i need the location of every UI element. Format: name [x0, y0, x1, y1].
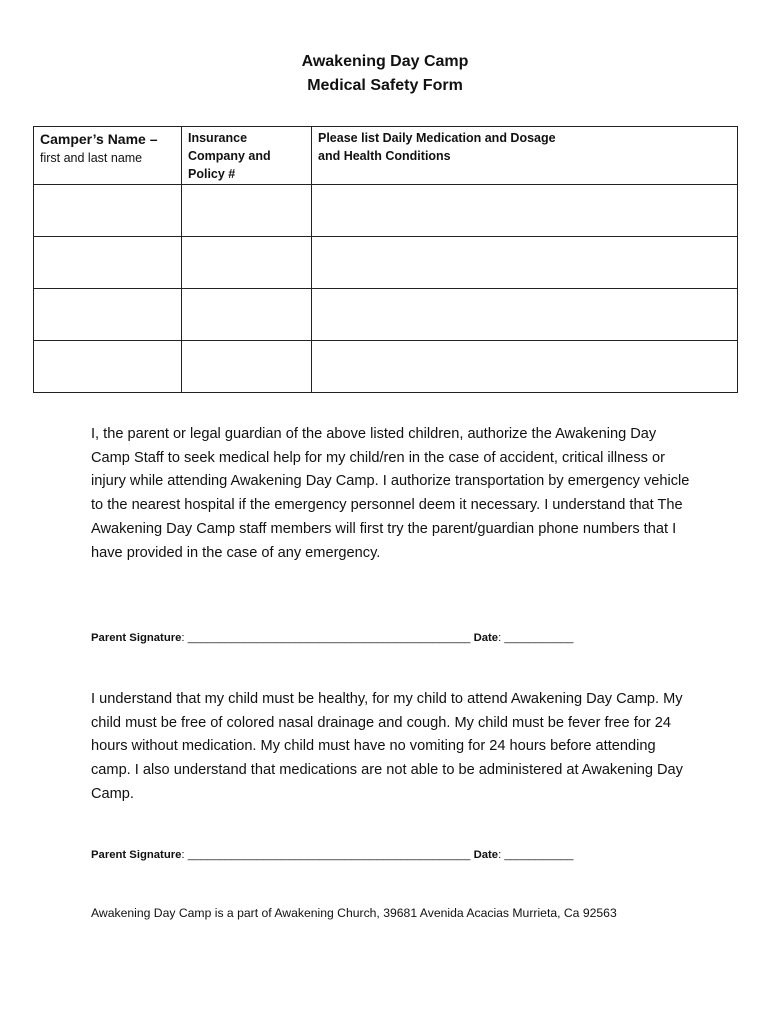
header-insurance-line: Policy # — [188, 167, 236, 181]
camper-name-cell[interactable] — [34, 341, 182, 393]
header-insurance — [182, 127, 312, 185]
header-camper-name-label: Camper’s Name – — [40, 131, 158, 147]
table-row — [34, 341, 738, 393]
form-title — [0, 50, 770, 98]
date-sep: : — [498, 849, 505, 861]
signature-label: Parent Signature — [91, 632, 182, 644]
date-label: Date — [473, 632, 499, 644]
date-field[interactable]: ___________ — [504, 849, 574, 861]
date-field[interactable]: ___________ — [504, 632, 574, 644]
table-header-row — [34, 127, 738, 185]
parent-signature-line-1 — [91, 632, 573, 644]
parent-signature-line-2 — [91, 849, 573, 861]
signature-label: Parent Signature — [91, 849, 182, 861]
table-row — [34, 237, 738, 289]
date-label: Date — [473, 849, 499, 861]
date-sep: : — [498, 632, 505, 644]
header-medication — [312, 127, 738, 185]
camper-name-cell[interactable] — [34, 289, 182, 341]
insurance-cell[interactable] — [182, 289, 312, 341]
footer-text: Awakening Day Camp is a part of Awakening Church, 39681 Avenida Acacias Murrieta, Ca 92563 — [91, 906, 617, 920]
camper-name-cell[interactable] — [34, 237, 182, 289]
insurance-cell[interactable] — [182, 237, 312, 289]
insurance-cell[interactable] — [182, 185, 312, 237]
title-line-2: Medical Safety Form — [307, 77, 463, 94]
medication-cell[interactable] — [312, 289, 738, 341]
table-row — [34, 185, 738, 237]
medication-cell[interactable] — [312, 185, 738, 237]
authorization-paragraph: I, the parent or legal guardian of the above listed children, authorize the Awakening Day Camp Staff to seek medical help for my child/ren in the case of accident, critical illness or injury while attending Awakening Day Camp. I authorize transportation by emergency vehicle to the nearest hospital if the emergency personnel deem it necessary. I understand that The Awakening Day Camp staff members will first try the parent/guardian phone numbers that I have provided in the case of any emergency. — [91, 426, 690, 561]
header-medication-line: Please list Daily Medication and Dosage — [318, 131, 556, 145]
signature-field[interactable]: _____________________________________________ — [187, 849, 471, 861]
table-row — [34, 289, 738, 341]
title-line-1: Awakening Day Camp — [301, 53, 469, 70]
header-insurance-line: Company and — [188, 149, 271, 163]
header-medication-line: and Health Conditions — [318, 149, 451, 163]
medication-cell[interactable] — [312, 237, 738, 289]
medication-cell[interactable] — [312, 341, 738, 393]
health-paragraph: I understand that my child must be healthy, for my child to attend Awakening Day Camp. My child must be free of colored nasal drainage and cough. My child must be fever free for 24 hours without medication. My child must have no vomiting for 24 hours before attending camp. I also understand that medications are not able to be administered at Awakening Day Camp. — [91, 691, 683, 802]
signature-field[interactable]: _____________________________________________ — [187, 632, 471, 644]
camper-table — [33, 126, 738, 393]
header-camper-name — [34, 127, 182, 185]
signature-sep: : — [181, 632, 188, 644]
insurance-cell[interactable] — [182, 341, 312, 393]
header-insurance-line: Insurance — [188, 131, 248, 145]
header-camper-name-sub: first and last name — [40, 151, 143, 165]
signature-sep: : — [181, 849, 188, 861]
camper-name-cell[interactable] — [34, 185, 182, 237]
